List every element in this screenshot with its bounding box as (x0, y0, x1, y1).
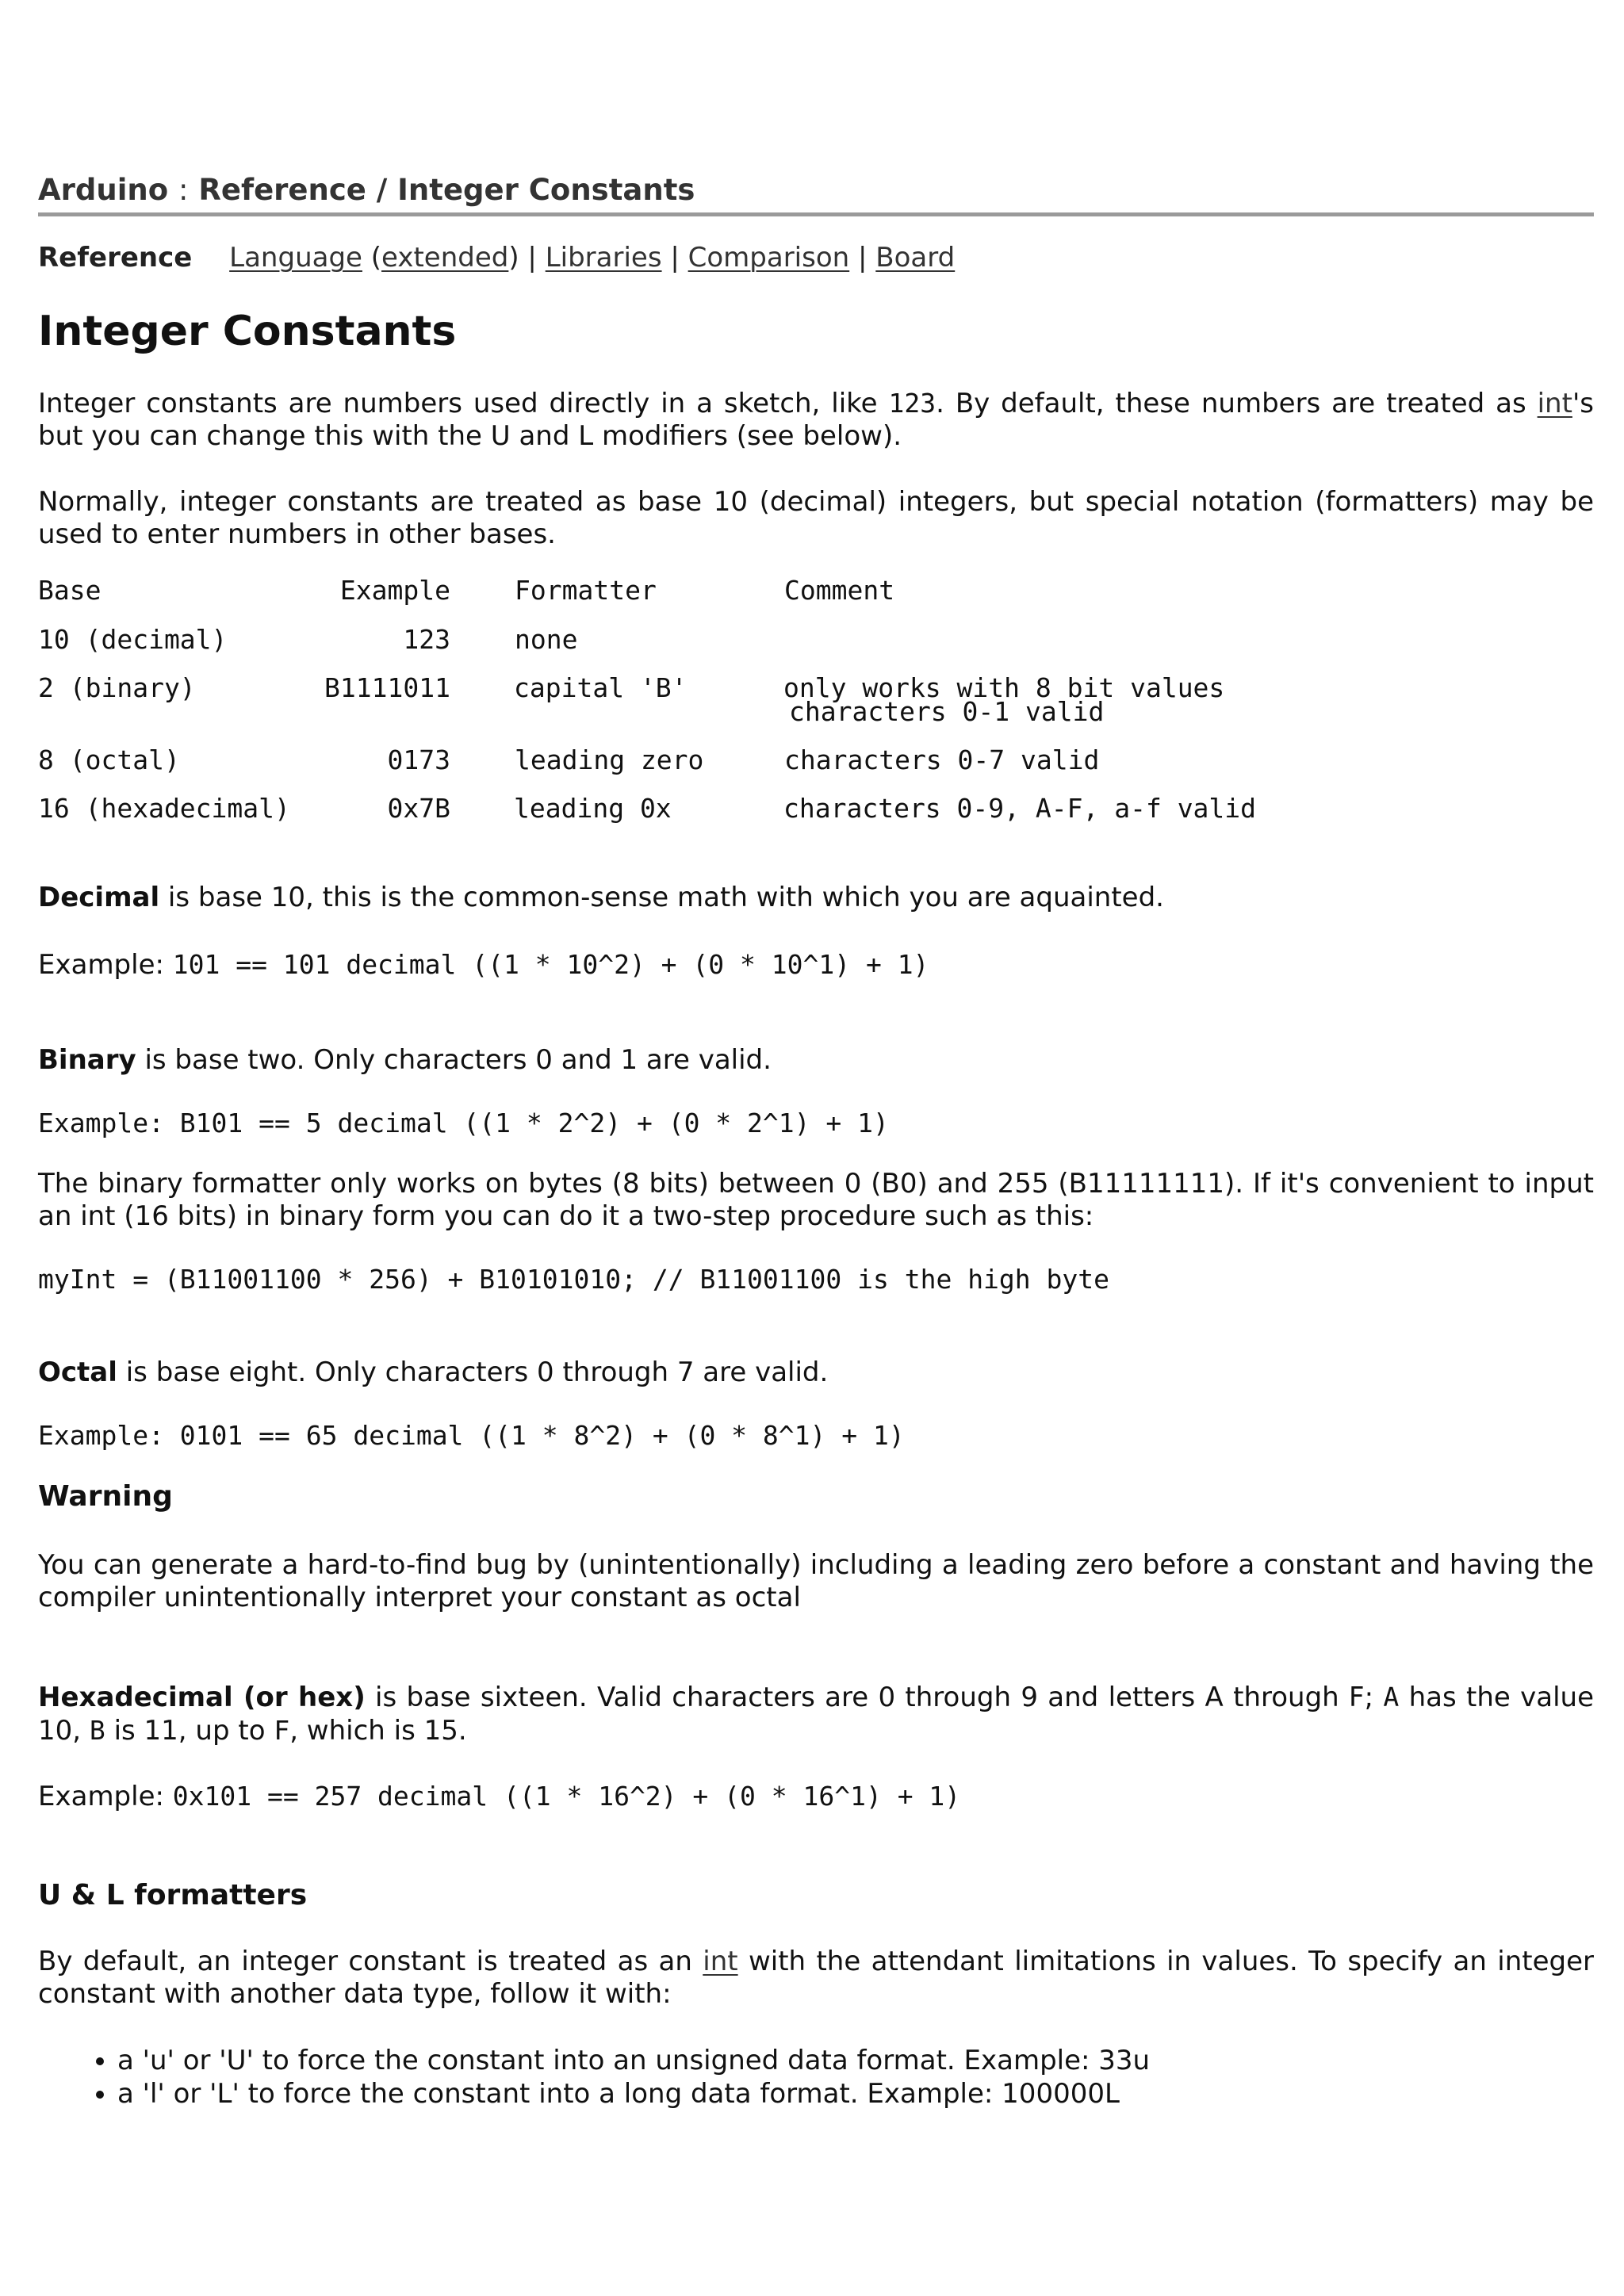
table-row-2-comment: only works with 8 bit values (783, 672, 1225, 703)
hex-code-b: B (89, 1715, 105, 1746)
hex-code-f: F (274, 1715, 290, 1746)
table-row-4-example: 0x7B (387, 793, 450, 824)
breadcrumb: Reference / Integer Constants (198, 173, 695, 207)
warning-text: You can generate a hard-to-find bug by (unintentionally) including a leading zero before a constant and having the compiler unintentionally interpret your constant as octal (38, 1549, 1594, 1613)
ul-text-b: with the attendant limitations in values. To specify an integer constant with another data type, follow it with: (38, 1946, 1594, 2010)
table-row-4-formatter: leading 0x (514, 793, 672, 824)
page-header (38, 173, 1594, 207)
nav-link-extended[interactable]: extended (381, 242, 509, 274)
table-row-3-example: 0173 (387, 744, 450, 775)
decimal-paragraph (38, 882, 1594, 914)
table-row-3-base: 8 (octal) (38, 744, 180, 775)
nav-link-libraries[interactable]: Libraries (545, 242, 662, 274)
warning-heading: Warning (38, 1480, 173, 1513)
header-rule (38, 212, 1594, 216)
decimal-example (38, 948, 1594, 982)
table-row-1-base: 10 (decimal) (38, 624, 228, 655)
table-header-formatter: Formatter (515, 575, 657, 606)
ul-text-a: By default, an integer constant is treated as an (38, 1946, 703, 1977)
decimal-text: is base 10, this is the common-sense math with which you are aquainted. (159, 882, 1164, 913)
table-row-3-comment: characters 0-7 valid (784, 744, 1100, 775)
hex-text-c: is 11, up to (105, 1715, 274, 1747)
table-header-comment: Comment (784, 575, 895, 606)
table-row-3-formatter: leading zero (515, 744, 704, 775)
ul-int-link[interactable]: int (703, 1946, 738, 1977)
hex-text-d: , which is 15. (289, 1715, 467, 1747)
list-item: • a 'u' or 'U' to force the constant into an unsigned data format. Example: 33u (117, 2044, 1150, 2077)
nav-link-comparison[interactable]: Comparison (688, 242, 850, 274)
intro-paragraph-1 (38, 387, 1594, 453)
octal-text: is base eight. Only characters 0 through 7 are valid. (117, 1357, 829, 1388)
nav-link-board[interactable]: Board (875, 242, 956, 274)
table-row-2-formatter: capital 'B' (514, 672, 688, 703)
binary-example: Example: B101 == 5 decimal ((1 * 2^2) + (0 * 2^1) + 1) (38, 1108, 889, 1138)
table-header-example: Example (339, 575, 450, 606)
hex-example-code: 0x101 == 257 decimal ((1 * 16^2) + (0 * 16^1) + 1) (172, 1781, 961, 1812)
ul-paragraph (38, 1946, 1594, 2011)
list-item: • a 'l' or 'L' to force the constant into a long data format. Example: 100000L (117, 2077, 1150, 2110)
hex-text-a: is base sixteen. Valid characters are 0 through 9 and letters A through F; (365, 1682, 1384, 1713)
hex-term: Hexadecimal (or hex) (38, 1682, 366, 1713)
reference-nav: Reference Language (extended) | Libraries | Comparison | Board (38, 242, 956, 274)
hex-text-b: has the value 10, (38, 1682, 1595, 1747)
intro-code: 123 (888, 388, 936, 419)
intro-text-c: 's but you can change this with the U and L modifiers (see below). (38, 388, 1594, 452)
table-row-2-base: 2 (binary) (38, 672, 196, 703)
binary-term: Binary (38, 1044, 136, 1076)
binary-text: is base two. Only characters 0 and 1 are valid. (136, 1044, 772, 1076)
ul-list (38, 2044, 1150, 2110)
table-row-1-example: 123 (403, 624, 450, 655)
hex-code-a: A (1383, 1682, 1400, 1712)
binary-note: The binary formatter only works on bytes (8 bits) between 0 (B0) and 255 (B11111111). If it's convenient to input an int (16 bits) in binary form you can do it a two-step procedure such as this: (38, 1168, 1594, 1232)
decimal-term: Decimal (38, 882, 160, 913)
intro-text-a: Integer constants are numbers used directly in a sketch, like (38, 388, 889, 419)
octal-example: Example: 0101 == 65 decimal ((1 * 8^2) + (0 * 8^1) + 1) (38, 1420, 905, 1451)
nav-reference-label: Reference (38, 242, 193, 274)
page-title: Integer Constants (38, 308, 457, 355)
header-separator: : (178, 173, 189, 207)
site-name: Arduino (38, 173, 169, 207)
nav-link-language[interactable]: Language (229, 242, 362, 274)
octal-term: Octal (38, 1357, 117, 1388)
ul-heading: U & L formatters (38, 1879, 308, 1911)
table-row-4-base: 16 (hexadecimal) (38, 793, 290, 824)
binary-code: myInt = (B11001100 * 256) + B10101010; // B11001100 is the high byte (38, 1264, 1110, 1295)
table-row-4-comment: characters 0-9, A-F, a-f valid (783, 793, 1257, 824)
hex-example-label: Example: (38, 1781, 173, 1812)
intro-paragraph-2: Normally, integer constants are treated as base 10 (decimal) integers, but special notation (formatters) may be used to enter numbers in other bases. (38, 486, 1594, 550)
int-link[interactable]: int (1537, 388, 1572, 419)
table-row-2-example: B1111011 (324, 672, 450, 703)
decimal-example-label: Example: (38, 949, 173, 981)
octal-paragraph (38, 1357, 1594, 1389)
binary-paragraph (38, 1044, 1594, 1077)
hex-paragraph (38, 1681, 1594, 1747)
table-row-1-formatter: none (515, 624, 578, 655)
intro-text-b: . By default, these numbers are treated as (936, 388, 1538, 419)
hex-example (38, 1780, 1594, 1813)
table-header-base: Base (38, 575, 102, 606)
decimal-example-code: 101 == 101 decimal ((1 * 10^2) + (0 * 10^1) + 1) (172, 949, 929, 980)
table-row-2-comment-2: characters 0-1 valid (789, 696, 1105, 727)
